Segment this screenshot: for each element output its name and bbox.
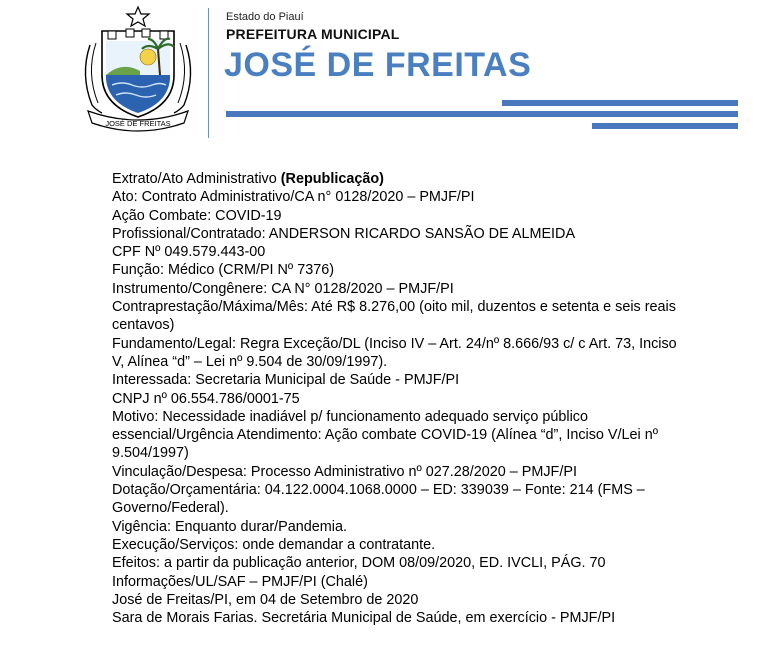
header-bar-top <box>502 100 738 106</box>
doc-line-funcao: Função: Médico (CRM/PI Nº 7376) <box>112 262 334 279</box>
header-divider <box>208 8 209 138</box>
header-bar-bottom <box>592 123 738 129</box>
doc-line-profissional: Profissional/Contratado: ANDERSON RICARDO SANSÃO DE ALMEIDA <box>112 225 576 242</box>
doc-line-execucao: Execução/Serviços: onde demandar a contratante. <box>112 536 436 553</box>
document-title: Extrato/Ato Administrativo (Republicação) <box>112 171 384 187</box>
doc-line-instrumento: Instrumento/Congênere: CA N° 0128/2020 – PMJF/PI <box>112 280 454 297</box>
doc-line-assinatura: Sara de Morais Farias. Secretária Municipal de Saúde, em exercício - PMJF/PI <box>112 610 616 627</box>
doc-line-dotacao: Dotação/Orçamentária: 04.122.0004.1068.0000 – ED: 339039 – Fonte: 214 (FMS – Governo/Federal). <box>112 482 645 517</box>
city-title: JOSÉ DE FREITAS <box>224 46 532 84</box>
doc-line-informacoes: Informações/UL/SAF – PMJF/PI (Chalé) <box>112 573 368 590</box>
doc-line-vigencia: Vigência: Enquanto durar/Pandemia. <box>112 518 347 535</box>
doc-line-local-data: José de Freitas/PI, em 04 de Setembro de 2020 <box>112 591 419 608</box>
seal-banner-text: JOSÉ DE FREITAS <box>105 119 171 128</box>
republication-label: (Republicação) <box>280 171 384 187</box>
doc-line-motivo: Motivo: Necessidade inadiável p/ funcionamento adequado serviço público essencial/Urgência Atendimento: Ação combate COVID-19 (Alínea “d”, Inciso V/Lei nº 9.504/1997) <box>112 408 658 462</box>
header-bar-middle <box>226 111 738 117</box>
doc-line-ato: Ato: Contrato Administrativo/CA n° 0128/2020 – PMJF/PI <box>112 189 475 206</box>
doc-line-interessada: Interessada: Secretaria Municipal de Saúde - PMJF/PI <box>112 372 460 389</box>
doc-line-contraprestacao: Contraprestação/Máxima/Mês: Até R$ 8.276,00 (oito mil, duzentos e setenta e seis reais centavos) <box>112 299 676 334</box>
municipal-seal-logo <box>78 5 198 135</box>
prefeitura-label: PREFEITURA MUNICIPAL <box>226 26 400 42</box>
doc-line-cpf: CPF Nº 049.579.443-00 <box>112 244 266 261</box>
doc-line-vinculacao: Vinculação/Despesa: Processo Administrativo nº 027.28/2020 – PMJF/PI <box>112 463 577 480</box>
doc-line-efeitos: Efeitos: a partir da publicação anterior, DOM 08/09/2020, ED. IVCLI, PÁG. 70 <box>112 555 606 572</box>
doc-line-fundamento: Fundamento/Legal: Regra Exceção/DL (Inciso IV – Art. 24/nº 8.666/93 c/ c Art. 73, Inciso V, Alínea “d” – Lei nº 9.504 de 30/09/1997). <box>112 335 677 370</box>
state-name: Estado do Piauí <box>226 11 304 23</box>
doc-line-acao: Ação Combate: COVID-19 <box>112 207 282 224</box>
document-body <box>112 170 682 627</box>
doc-line-cnpj: CNPJ nº 06.554.786/0001-75 <box>112 390 300 407</box>
